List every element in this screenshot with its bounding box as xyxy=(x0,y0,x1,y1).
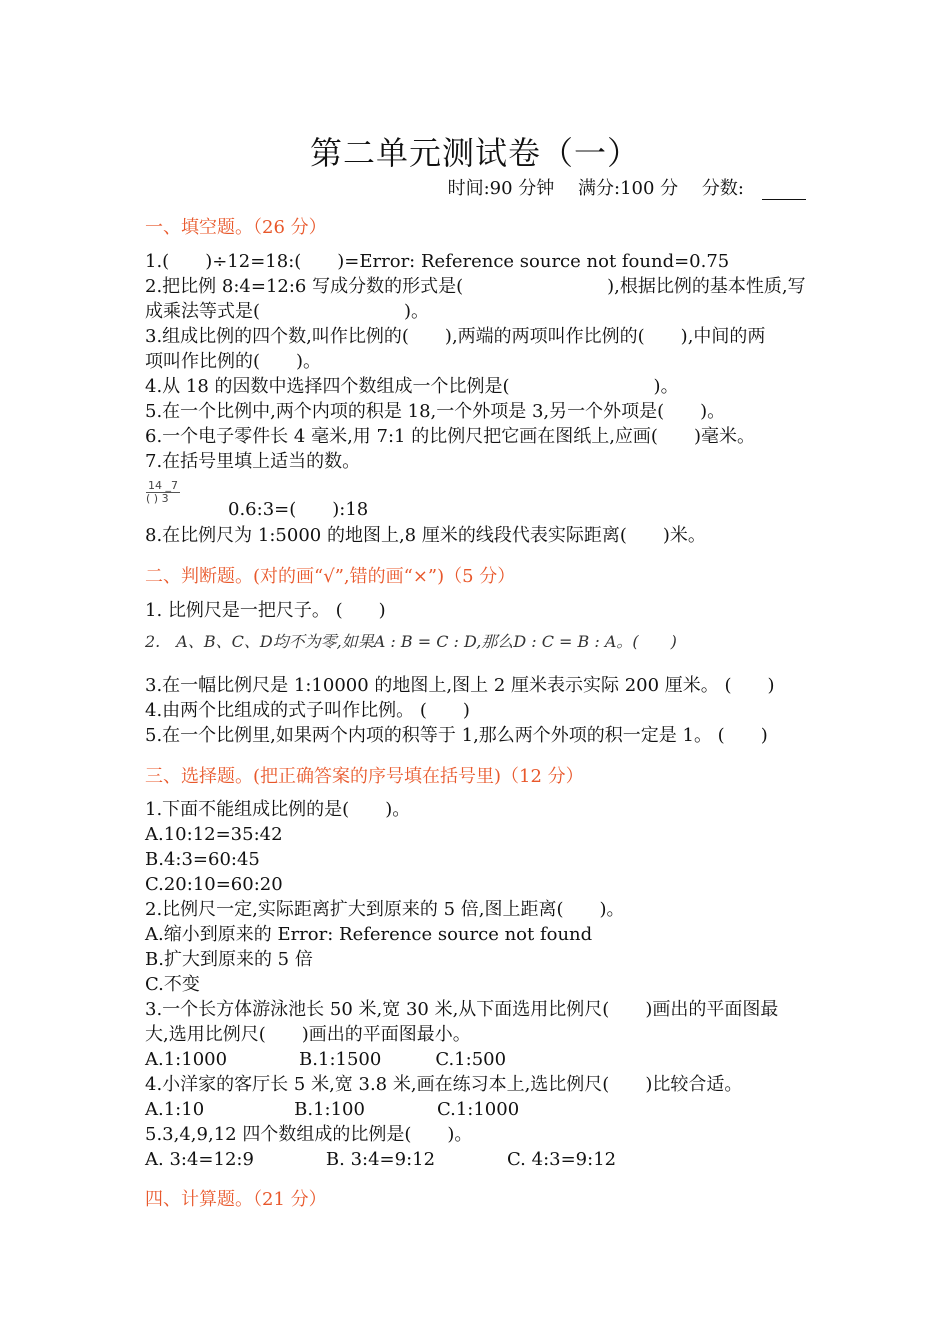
fill-q5: 5.在一个比例中,两个内项的积是 18,一个外项是 3,另一个外项是( )。 xyxy=(145,401,726,422)
choice-q2: 2.比例尺一定,实际距离扩大到原来的 5 倍,图上距离( )。 xyxy=(145,899,625,920)
choice-q3b: 大,选用比例尺( )画出的平面图最小。 xyxy=(145,1024,471,1045)
judge-q3: 3.在一幅比例尺是 1:10000 的地图上,图上 2 厘米表示实际 200 厘米。 ( ) xyxy=(145,675,775,696)
choice-q2-option-c: C.不变 xyxy=(145,974,200,995)
fill-q7: 7.在括号里填上适当的数。 xyxy=(145,451,361,472)
fraction-numerator: 14 _7 xyxy=(148,479,178,492)
choice-q5-options: A. 3:4=12:9 B. 3:4=9:12 C. 4:3=9:12 xyxy=(145,1149,617,1170)
choice-q1-option-b: B.4:3=60:45 xyxy=(145,849,260,870)
page-title: 第二单元测试卷（一） xyxy=(309,134,640,172)
fraction-denominator: ( ) 3 xyxy=(146,492,169,505)
time-info: 时间:90 分钟 xyxy=(447,178,555,199)
score-label: 分数: xyxy=(701,178,744,199)
choice-q4-options: A.1:10 B.1:100 C.1:1000 xyxy=(145,1099,520,1120)
choice-q3-options: A.1:1000 B.1:1500 C.1:500 xyxy=(145,1049,507,1070)
choice-q2-option-b: B.扩大到原来的 5 倍 xyxy=(145,949,313,970)
choice-q2-option-a: A.缩小到原来的 Error: Reference source not found xyxy=(145,924,593,945)
section-judge-title: 二、判断题。(对的画“√”,错的画“×”)（5 分） xyxy=(145,566,516,587)
fill-q2a: 2.把比例 8:4=12:6 写成分数的形式是( ),根据比例的基本性质,写 xyxy=(145,276,806,297)
fill-q3b: 项叫作比例的( )。 xyxy=(145,351,322,372)
score-blank xyxy=(762,181,806,200)
fill-q2b: 成乘法等式是( )。 xyxy=(145,301,430,322)
judge-q4: 4.由两个比组成的式子叫作比例。 ( ) xyxy=(145,700,470,721)
fill-q4: 4.从 18 的因数中选择四个数组成一个比例是( )。 xyxy=(145,376,679,397)
choice-q1-option-a: A.10:12=35:42 xyxy=(145,824,283,845)
choice-q3a: 3.一个长方体游泳池长 50 米,宽 30 米,从下面选用比例尺( )画出的平面图最 xyxy=(145,999,779,1020)
fill-q6: 6.一个电子零件长 4 毫米,用 7:1 的比例尺把它画在图纸上,应画( )毫米。 xyxy=(145,426,755,447)
choice-q1: 1.下面不能组成比例的是( )。 xyxy=(145,799,411,820)
section-choice-title: 三、选择题。(把正确答案的序号填在括号里)（12 分） xyxy=(145,766,584,787)
judge-q2: 2. A、B、C、D均不为零,如果A : B = C : D,那么D : C = B : A。( ) xyxy=(145,632,677,651)
fill-q7-fraction xyxy=(146,480,180,505)
section-calc-title: 四、计算题。（21 分） xyxy=(145,1189,327,1210)
fill-q7b: 0.6:3=( ):18 xyxy=(228,499,369,520)
judge-q5: 5.在一个比例里,如果两个内项的积等于 1,那么两个外项的积一定是 1。 ( ) xyxy=(145,725,768,746)
exam-meta xyxy=(430,174,806,200)
fill-q3a: 3.组成比例的四个数,叫作比例的( ),两端的两项叫作比例的( ),中间的两 xyxy=(145,326,766,347)
section-fill-title: 一、填空题。（26 分） xyxy=(145,217,327,238)
choice-q5: 5.3,4,9,12 四个数组成的比例是( )。 xyxy=(145,1124,473,1145)
full-score-info: 满分:100 分 xyxy=(578,178,679,199)
choice-q1-option-c: C.20:10=60:20 xyxy=(145,874,283,895)
fill-q8: 8.在比例尺为 1:5000 的地图上,8 厘米的线段代表实际距离( )米。 xyxy=(145,525,706,546)
choice-q4: 4.小洋家的客厅长 5 米,宽 3.8 米,画在练习本上,选比例尺( )比较合适。 xyxy=(145,1074,743,1095)
judge-q1: 1. 比例尺是一把尺子。 ( ) xyxy=(145,600,386,621)
fill-q1: 1.( )÷12=18:( )=Error: Reference source not found=0.75 xyxy=(145,251,730,272)
